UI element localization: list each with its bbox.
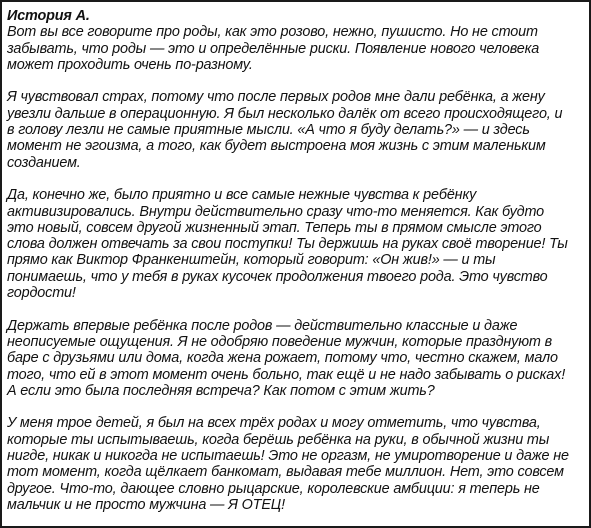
text-line: прямо как Виктор Франкенштейн, который говорит: «Он жив!» — и ты: [7, 252, 496, 269]
paragraph: [7, 24, 587, 73]
story-title: История А.: [7, 8, 90, 24]
text-line: созданием.: [7, 154, 81, 171]
text-line: понимаешь, что у тебя в руках кусочек продолжения твоего рода. Это чувство: [7, 268, 548, 285]
paragraph: [7, 187, 587, 301]
paragraph: [7, 89, 587, 170]
text-line: которые ты испытываешь, когда берёшь ребёнка на руки, в обычной жизни ты: [7, 431, 550, 448]
story-text: [7, 8, 587, 513]
text-line: другое. Что-то, дающее словно рыцарские, королевские амбиции: я теперь не: [7, 480, 540, 497]
text-line: мальчик и не просто мужчина — Я ОТЕЦ!: [7, 496, 285, 513]
text-line: момент не эгоизма, а того, как будет выстроена моя жизнь с этим маленьким: [7, 138, 546, 155]
text-line: это новый, совсем другой жизненный этап. Теперь ты в прямом смысле этого: [7, 219, 542, 236]
paragraph: [7, 415, 587, 513]
text-line: слова должен отвечать за свои поступки! Ты держишь на руках своё творение! Ты: [7, 236, 568, 253]
text-line: тот момент, когда щёлкает банкомат, выдавая тебе миллион. Нет, это совсем: [7, 464, 564, 481]
text-line: увезли дальше в операционную. Я был несколько далёк от всего происходящего, и: [7, 105, 563, 122]
text-line: баре с друзьями или дома, когда жена рожает, потому что, честно скажем, мало: [7, 350, 558, 367]
text-line: Да, конечно же, было приятно и все самые нежные чувства к ребёнку: [7, 187, 477, 204]
text-line: Держать впервые ребёнка после родов — действительно классные и даже: [7, 317, 518, 334]
text-line: Вот вы все говорите про роды, как это розово, нежно, пушисто. Но не стоит: [7, 24, 538, 41]
text-line: гордости!: [7, 285, 76, 302]
text-line: активизировались. Внутри действительно сразу что-то меняется. Как будто: [7, 203, 544, 220]
text-line: неописуемые ощущения. Я не одобряю поведение мужчин, которые празднуют в: [7, 333, 552, 350]
text-line: может проходить очень по-разному.: [7, 56, 253, 73]
text-line: в голову лезли не самые приятные мысли. «А что я буду делать?» — и здесь: [7, 122, 530, 139]
text-line: забывать, что роды — это и определённые риски. Появление нового человека: [7, 40, 540, 57]
text-line: того, что ей в этот момент очень больно, так ещё и не надо забывать о рисках!: [7, 366, 566, 383]
text-line: А если это была последняя встреча? Как потом с этим жить?: [7, 382, 435, 399]
paragraph: [7, 318, 587, 399]
text-line: нигде, никак и никогда не испытаешь! Это не оргазм, не умиротворение и даже не: [7, 448, 569, 465]
text-line: Я чувствовал страх, потому что после первых родов мне дали ребёнка, а жену: [7, 89, 545, 106]
text-line: У меня трое детей, я был на всех трёх родах и могу отметить, что чувства,: [7, 415, 541, 432]
